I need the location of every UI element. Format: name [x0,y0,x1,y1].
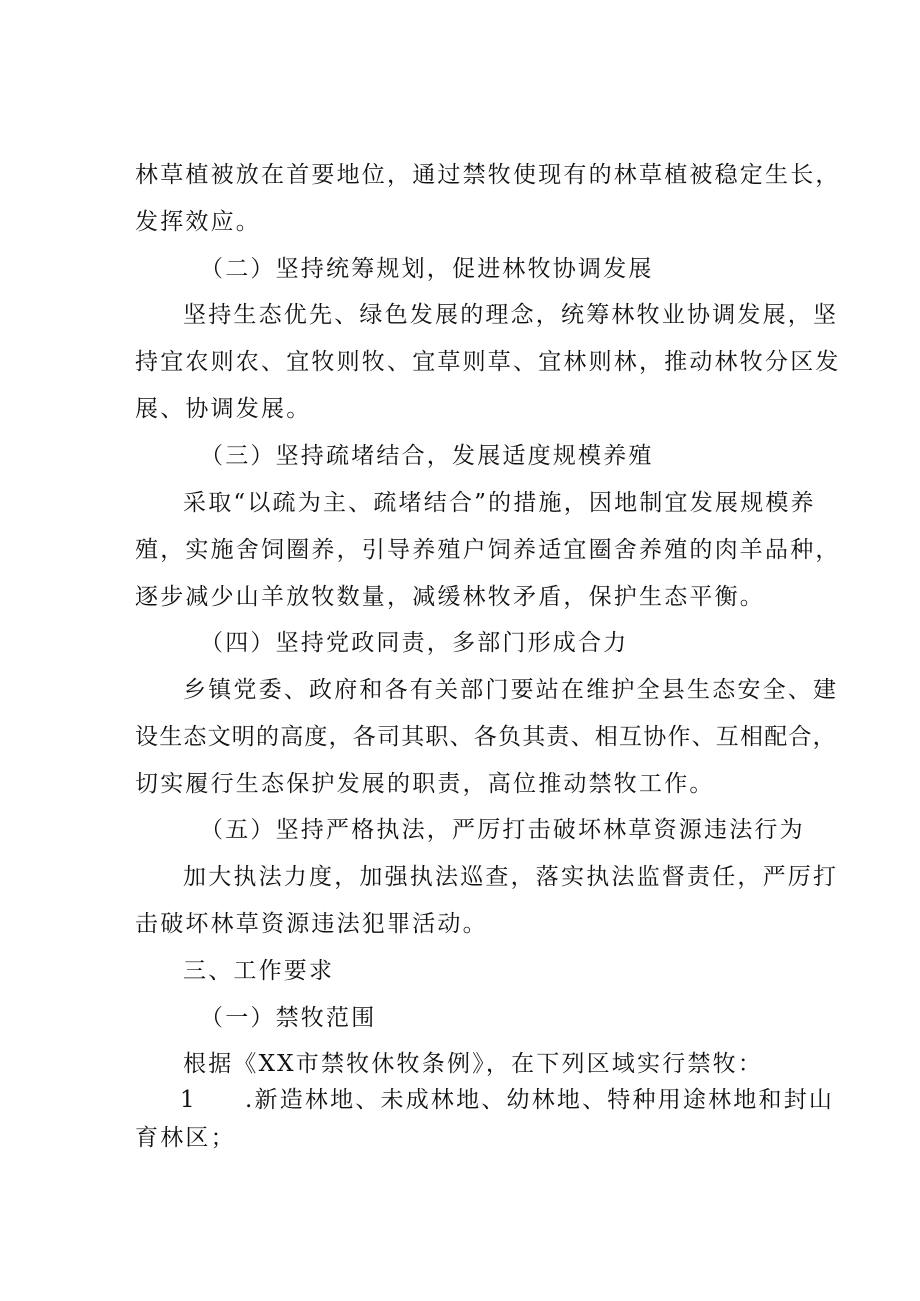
paragraph-line: 采取“以疏为主、疏堵结合”的措施，因地制宜发展规模养 [183,490,816,516]
paragraph-line: 持宜农则农、宜牧则牧、宜草则草、宜林则林，推动林牧分区发 [135,349,841,375]
paragraph-line: 设生态文明的高度，各司其职、各负其责、相互协作、互相配合， [135,724,837,750]
section-heading: （四）坚持党政同责，多部门形成合力 [200,630,629,656]
paragraph-line: 根据《XX市禁牧休牧条例》，在下列区域实行禁牧： [183,1051,764,1077]
list-item-text: 育林区； [135,1125,236,1151]
paragraph-line: 加大执法力度，加强执法巡查，落实执法监督责任，严厉打 [183,864,839,890]
paragraph-line: 击破坏林草资源违法犯罪活动。 [135,911,488,937]
paragraph-line: 展、协调发展。 [135,396,312,422]
chapter-heading: 三、工作要求 [183,958,335,984]
paragraph-line: 林草植被放在首要地位，通过禁牧使现有的林草植被稳定生长， [135,162,841,188]
section-heading: （五）坚持严格执法，严厉打击破坏林草资源违法行为 [200,817,805,843]
section-heading: （二）坚持统筹规划，促进林牧协调发展 [200,256,654,282]
section-heading: （三）坚持疏堵结合，发展适度规模养殖 [200,443,654,469]
list-item-text: .新造林地、未成林地、幼林地、特种用途林地和封山 [245,1087,835,1113]
paragraph-line: 发挥效应。 [135,209,261,235]
list-item-number: 1 [180,1087,197,1113]
paragraph-line: 切实履行生态保护发展的职责，高位推动禁牧工作。 [135,771,715,797]
paragraph-line: 乡镇党委、政府和各有关部门要站在维护全县生态安全、建 [183,677,839,703]
paragraph-line: 殖，实施舍饲圈养，引导养殖户饲养适宜圈舍养殖的肉羊品种， [135,537,841,563]
section-heading: （一）禁牧范围 [200,1005,377,1031]
paragraph-line: 逐步减少山羊放牧数量，减缓林牧矛盾，保护生态平衡。 [135,584,765,610]
paragraph-line: 坚持生态优先、绿色发展的理念，统筹林牧业协调发展，坚 [183,302,839,328]
